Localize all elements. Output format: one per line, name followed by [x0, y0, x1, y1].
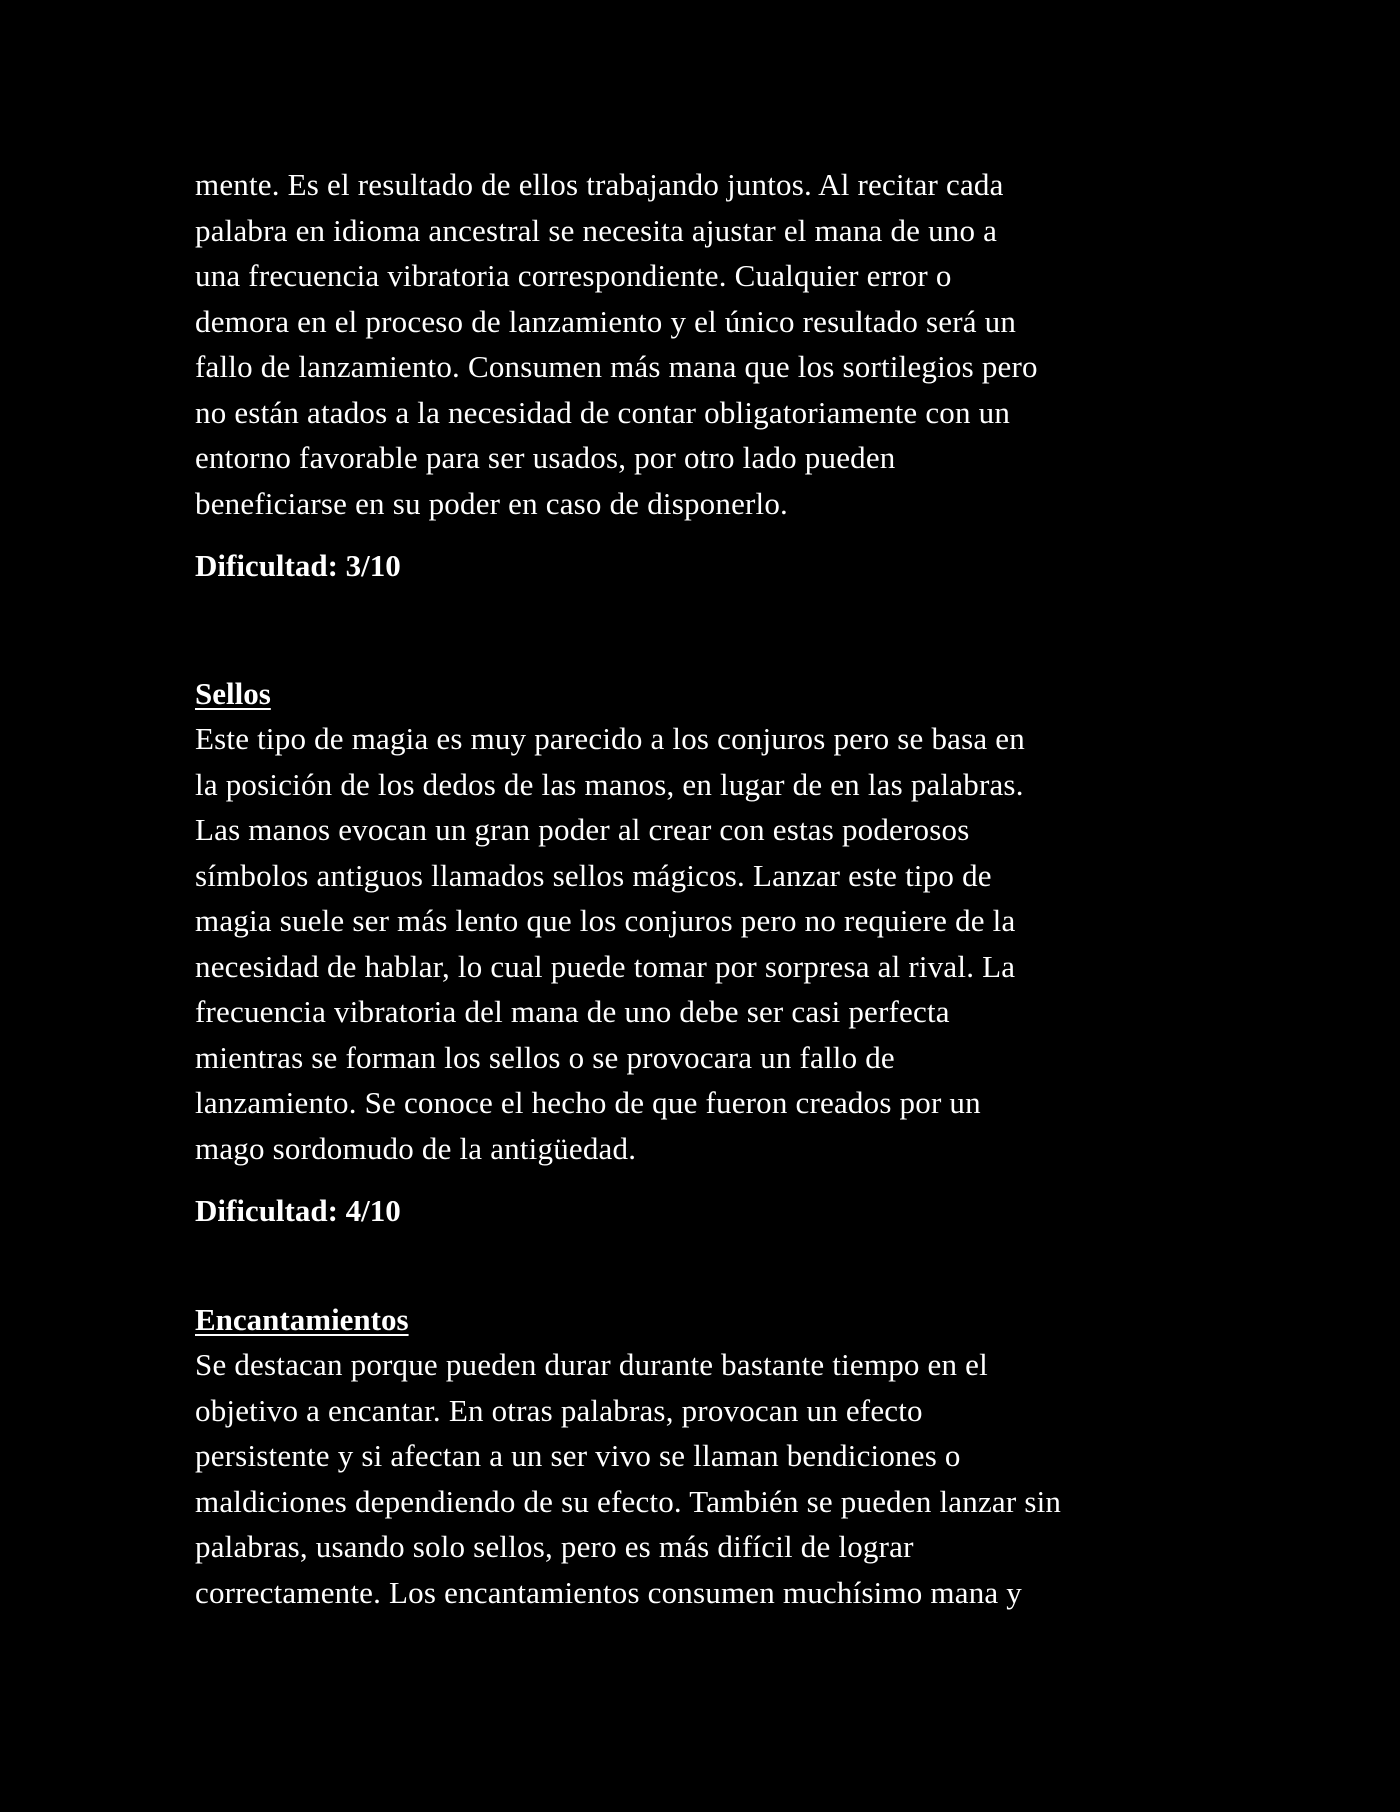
- intro-paragraph: [195, 162, 1225, 526]
- encantamientos-paragraph: [195, 1342, 1225, 1615]
- paragraph-line: frecuencia vibratoria del mana de uno debe ser casi perfecta: [195, 994, 950, 1029]
- paragraph-line: mente. Es el resultado de ellos trabajando juntos. Al recitar cada: [195, 167, 1004, 202]
- paragraph-line: mientras se forman los sellos o se provocara un fallo de: [195, 1039, 895, 1075]
- document-page: [195, 162, 1225, 1615]
- difficulty-label: Dificultad: 4/10: [195, 1193, 401, 1228]
- paragraph-line: la posición de los dedos de las manos, en lugar de en las palabras.: [195, 766, 1024, 802]
- difficulty-label: Dificultad: 3/10: [195, 548, 401, 583]
- paragraph-line: palabra en idioma ancestral se necesita ajustar el mana de uno a: [195, 212, 998, 248]
- section-heading-encantamientos: Encantamientos: [195, 1302, 409, 1337]
- paragraph-line: beneficiarse en su poder en caso de disponerlo.: [195, 485, 789, 521]
- paragraph-line: entorno favorable para ser usados, por otro lado pueden: [195, 440, 896, 475]
- paragraph-line: magia suele ser más lento que los conjuros pero no requiere de la: [195, 903, 1016, 938]
- paragraph-line: demora en el proceso de lanzamiento y el único resultado será un: [195, 303, 1017, 339]
- paragraph-line: no están atados a la necesidad de contar obligatoriamente con un: [195, 394, 1011, 430]
- paragraph-line: correctamente. Los encantamientos consumen muchísimo mana y: [195, 1574, 1023, 1610]
- paragraph-line: maldiciones dependiendo de su efecto. También se pueden lanzar sin: [195, 1483, 1062, 1519]
- paragraph-line: objetivo a encantar. En otras palabras, provocan un efecto: [195, 1392, 923, 1428]
- paragraph-line: Las manos evocan un gran poder al crear con estas poderosos: [195, 812, 970, 847]
- paragraph-line: mago sordomudo de la antigüedad.: [195, 1130, 637, 1166]
- paragraph-line: persistente y si afectan a un ser vivo se llaman bendiciones o: [195, 1438, 961, 1473]
- paragraph-line: Este tipo de magia es muy parecido a los conjuros pero se basa en: [195, 721, 1025, 756]
- sellos-paragraph: [195, 716, 1225, 1171]
- paragraph-line: fallo de lanzamiento. Consumen más mana que los sortilegios pero: [195, 349, 1038, 384]
- section-heading-sellos: Sellos: [195, 676, 271, 711]
- paragraph-line: símbolos antiguos llamados sellos mágicos. Lanzar este tipo de: [195, 857, 992, 893]
- paragraph-line: una frecuencia vibratoria correspondiente. Cualquier error o: [195, 258, 952, 293]
- paragraph-line: palabras, usando solo sellos, pero es más difícil de lograr: [195, 1529, 914, 1564]
- paragraph-line: lanzamiento. Se conoce el hecho de que fueron creados por un: [195, 1085, 981, 1120]
- paragraph-line: Se destacan porque pueden durar durante bastante tiempo en el: [195, 1347, 988, 1382]
- paragraph-line: necesidad de hablar, lo cual puede tomar por sorpresa al rival. La: [195, 948, 1016, 984]
